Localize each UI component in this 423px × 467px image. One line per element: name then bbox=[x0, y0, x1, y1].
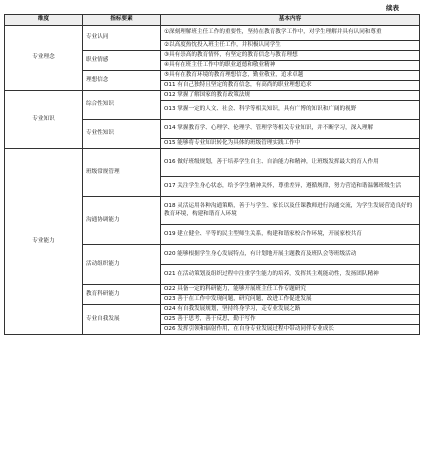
indicator-cell: 职业情感 bbox=[83, 51, 161, 71]
content-cell: O19 建立健全、平等的民主型师生关系，构建和谐家校合作环境，开展家校共育 bbox=[161, 225, 420, 245]
content-cell: O17 关注学生身心状态，给予学生精神关怀，尊重差异，遵循规律，努力营造和谐温馨班级生活 bbox=[161, 177, 420, 197]
table-row bbox=[5, 91, 420, 101]
indicator-cell: 教育科研能力 bbox=[83, 285, 161, 305]
content-cell: O25 善于思考，善于反思，勤于写作 bbox=[161, 315, 420, 325]
header-row bbox=[5, 15, 420, 26]
content-cell: O20 能够根据学生身心发展特点，有计划地开展主题教育及班队会等班级活动 bbox=[161, 245, 420, 265]
content-cell: ①深刻理解班主任工作的重要性，坚持在教育教学工作中，对学生理解并具有认同和尊重 bbox=[161, 26, 420, 41]
content-cell: O14 掌握教育学、心理学、伦理学、管理学等相关专业知识，并不断学习，深入理解 bbox=[161, 120, 420, 139]
dimension-cell: 专业知识 bbox=[5, 91, 83, 149]
content-cell: O24 有自我发展规划，坚持终身学习，走专业发展之路 bbox=[161, 305, 420, 315]
content-cell: O26 发挥引领和辐射作用，在自身专业发展过程中带动同伴专业成长 bbox=[161, 325, 420, 335]
content-cell: O16 做好班级规划，善于培养学生自主、自治能力和精神，让班级发挥最大的育人作用 bbox=[161, 149, 420, 177]
header-dimension: 维度 bbox=[5, 15, 83, 26]
content-cell: O12 掌握了解国家的教育政策法规 bbox=[161, 91, 420, 101]
indicator-cell: 综合性知识 bbox=[83, 91, 161, 120]
content-cell: ③具有崇高的教育情怀，有坚定的教育信念与教育理想 bbox=[161, 51, 420, 61]
header-content: 基本内容 bbox=[161, 15, 420, 26]
indicator-cell: 沟通协调能力 bbox=[83, 197, 161, 245]
content-cell: ⑤具有在教育环境的教育理想信念，勤业敬业，追求卓越 bbox=[161, 71, 420, 81]
dimension-cell: 专业理念 bbox=[5, 26, 83, 91]
content-cell: ④具有在班主任工作中的职业道德和敬业精神 bbox=[161, 61, 420, 71]
dimension-cell: 专业能力 bbox=[5, 149, 83, 335]
indicator-cell: 理想信念 bbox=[83, 71, 161, 91]
content-cell: O11 有自己独特且坚定的教育信念，有高尚的职业理想追求 bbox=[161, 81, 420, 91]
continued-label: 续表 bbox=[386, 4, 399, 12]
indicator-cell: 专业性知识 bbox=[83, 120, 161, 149]
teacher-standards-table bbox=[4, 14, 420, 335]
content-cell: O23 善于在工作中发现问题，研究问题，改进工作促进发展 bbox=[161, 295, 420, 305]
content-cell: O21 在活动策划及组织过程中注重学生能力的培养，发挥其主观能动性，发扬团队精神 bbox=[161, 265, 420, 285]
content-cell: O15 能够将专业知识转化为具体的班级管理实践工作中 bbox=[161, 139, 420, 149]
indicator-cell: 活动组织能力 bbox=[83, 245, 161, 285]
content-cell: ②以高度热忱投入班主任工作，并积极认同学生 bbox=[161, 41, 420, 51]
content-cell: O13 掌握一定的人文、社会、科学等相关知识，具有广博的知识和广阔的视野 bbox=[161, 101, 420, 120]
content-cell: O18 灵活运用各种沟通策略，善于与学生、家长以及任课教师进行沟通交流，为学生发展营造良好的教育环境，构建和谐育人环境 bbox=[161, 197, 420, 225]
indicator-cell: 专业自我发展 bbox=[83, 305, 161, 335]
indicator-cell: 专业认同 bbox=[83, 26, 161, 51]
table-row bbox=[5, 26, 420, 41]
header-indicator: 指标要素 bbox=[83, 15, 161, 26]
indicator-cell: 班级常规管理 bbox=[83, 149, 161, 197]
table-row bbox=[5, 149, 420, 177]
content-cell: O22 具备一定的科研能力，能够开展班主任工作专题研究 bbox=[161, 285, 420, 295]
